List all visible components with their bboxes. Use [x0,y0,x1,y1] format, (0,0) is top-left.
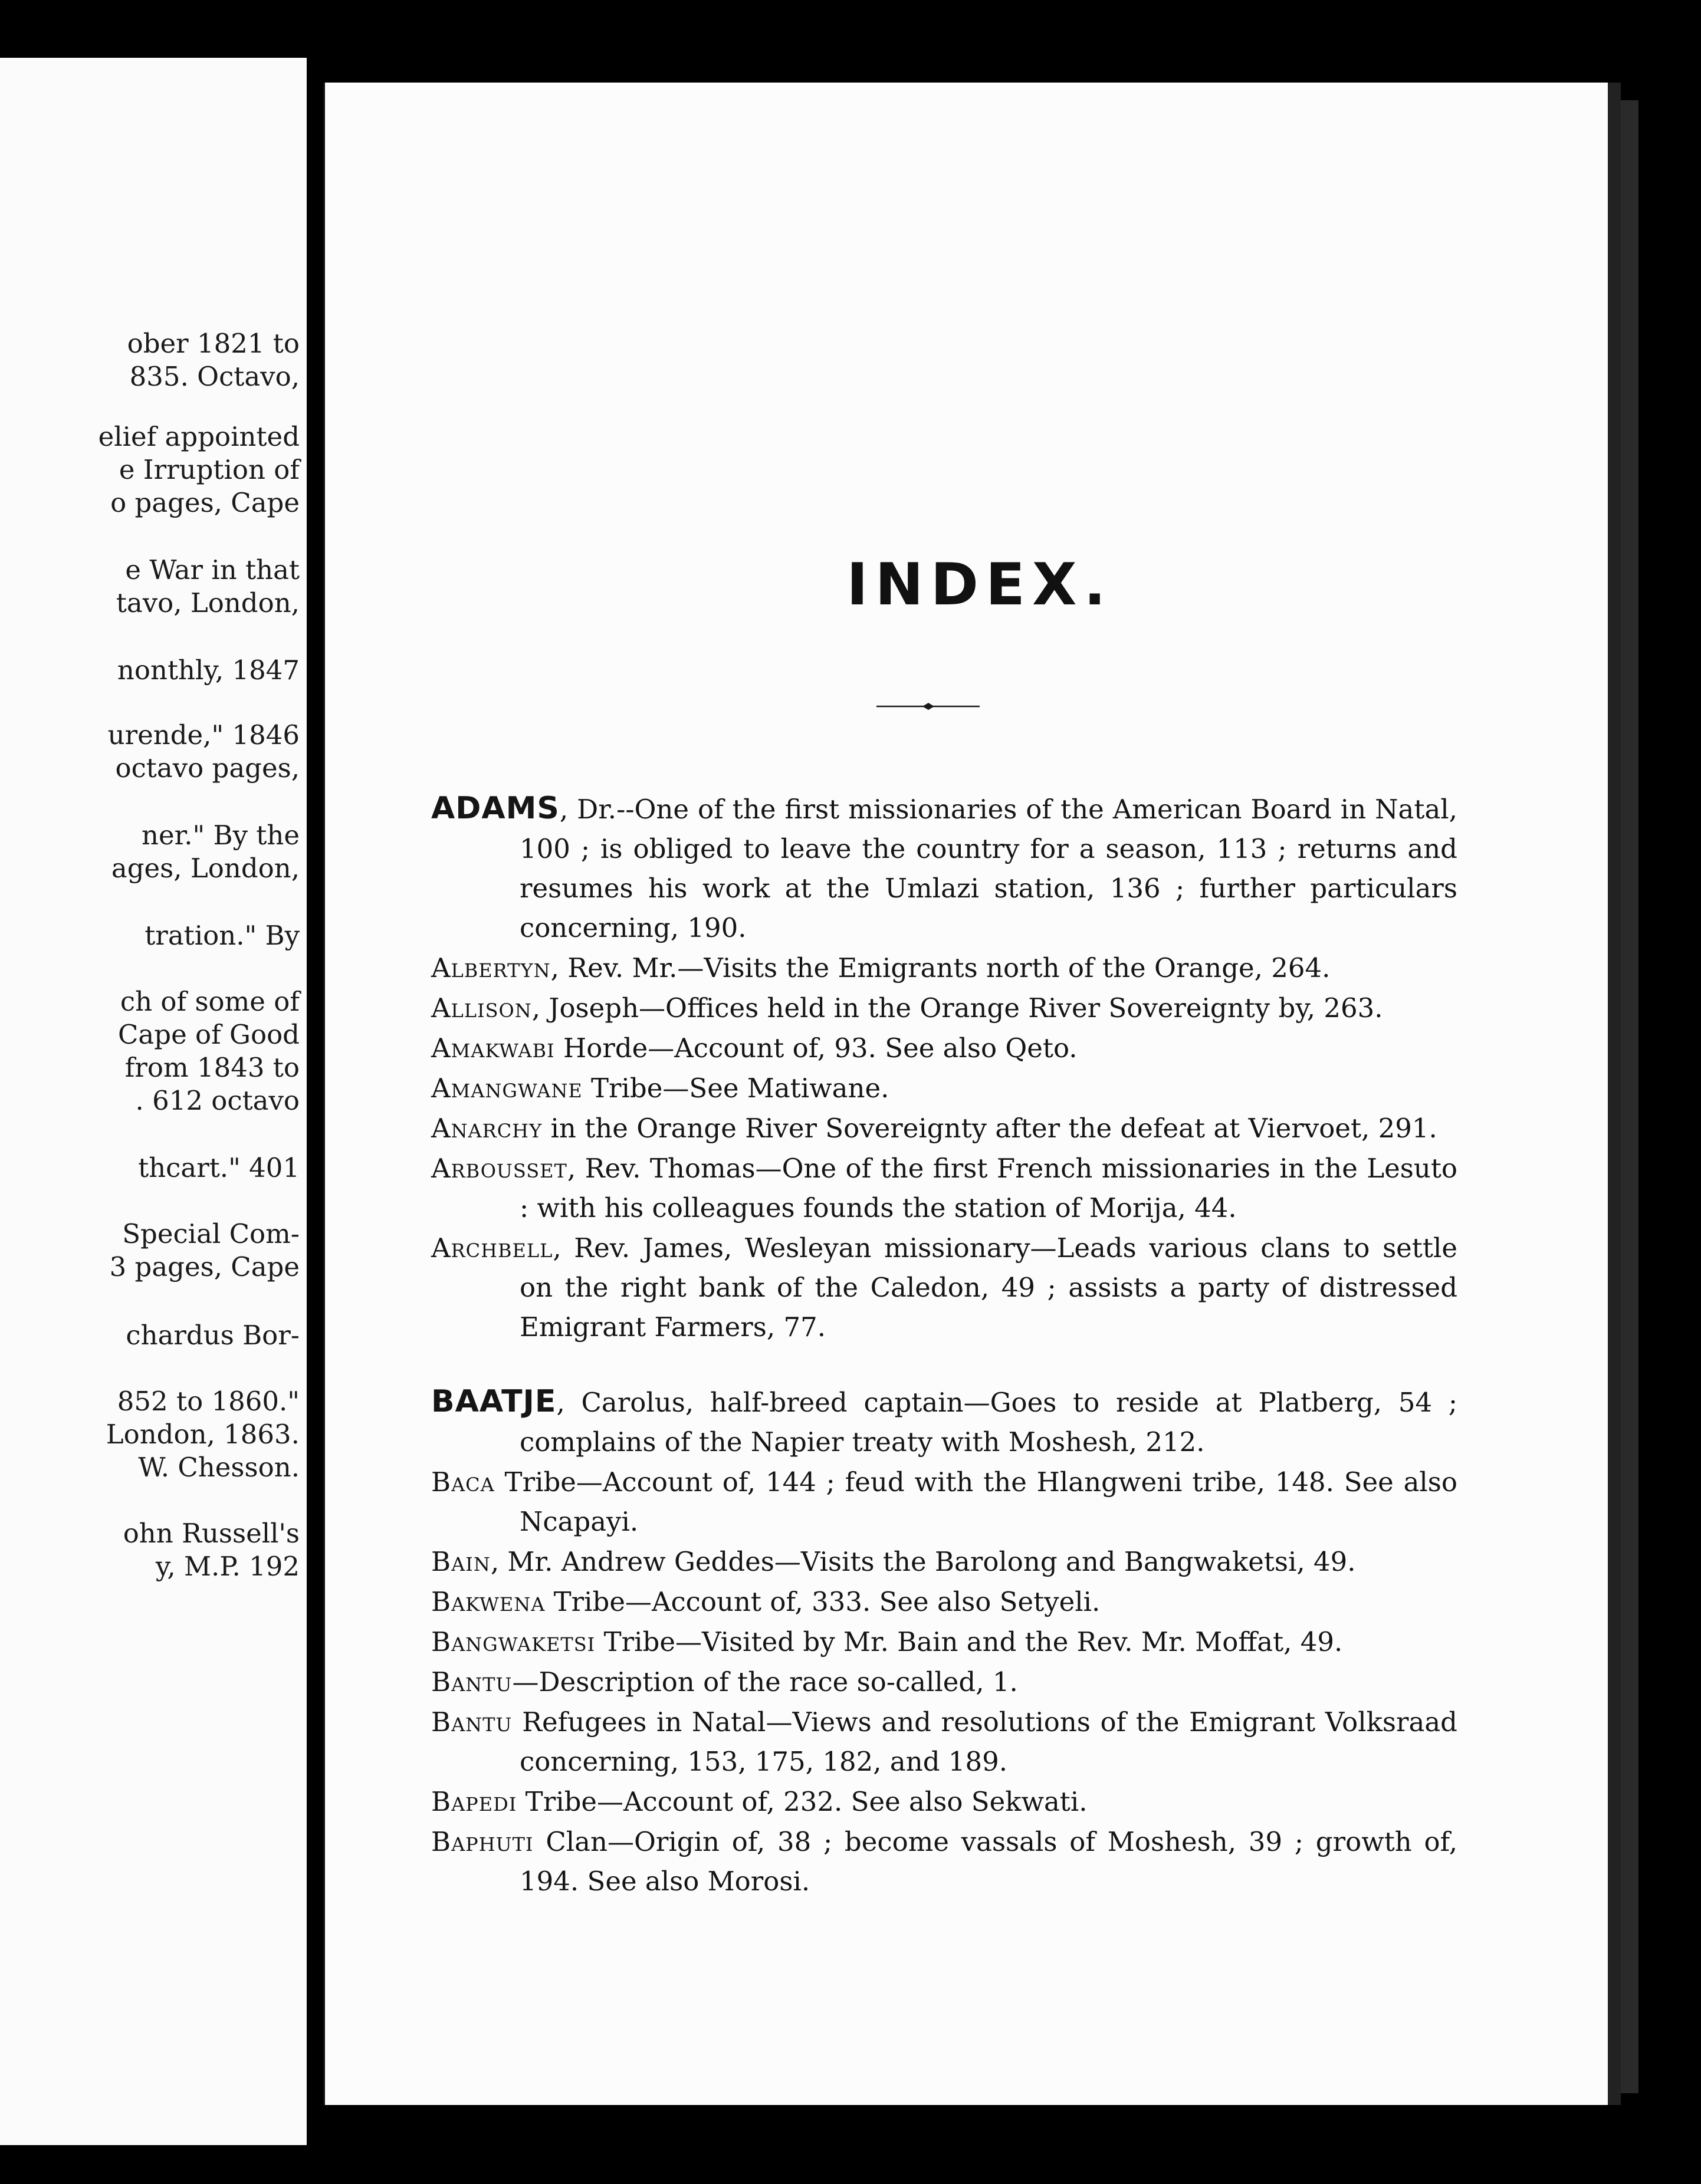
left-page-line: o pages, Cape [110,487,300,518]
entry-text: Tribe—Visited by Mr. Bain and the Rev. Mr. Moffat, 49. [595,1626,1343,1657]
index-entry [431,1702,1457,1781]
left-page-line: W. Chesson. [138,1452,300,1483]
entry-headword: Baphuti [431,1826,534,1857]
entry-headword: Amakwabi [431,1032,555,1064]
left-page-line: octavo pages, [115,752,300,784]
entry-headword: Bain [431,1546,491,1577]
left-page-line: 852 to 1860." [117,1386,300,1417]
index-page [323,83,1621,2105]
entry-headword: BAATJE [431,1384,557,1419]
entry-text: Clan—Origin of, 38 ; become vassals of Moshesh, 39 ; growth of, 194. See also Morosi. [520,1826,1457,1897]
left-page-line: Cape of Good [118,1019,300,1050]
left-page-line: ch of some of [120,986,300,1017]
index-entry [431,1028,1457,1068]
left-page-line: 835. Octavo, [129,361,300,392]
entry-text: —Description of the race so-called, 1. [512,1666,1018,1698]
entry-headword: Albertyn [431,952,551,984]
left-page-line: elief appointed [98,421,300,452]
left-page-line: y, M.P. 192 [155,1551,300,1582]
index-entry [431,1822,1457,1901]
left-page-line: e War in that [125,554,300,586]
entry-text: Tribe—See Matiwane. [582,1073,889,1104]
left-page-line: Special Com- [122,1218,300,1249]
entry-text: , Dr.--One of the first missionaries of the American Board in Natal, 100 ; is obliged to leave the country for a season, 113 ; returns and resumes his work at the Umlazi station, 136 ; further particulars concerning, 190. [520,794,1457,943]
entry-headword: Bantu [431,1706,513,1738]
entry-text: Refugees in Natal—Views and resolutions of the Emigrant Volksraad concerning, 153, 175, 182, and 189. [512,1706,1457,1777]
left-page-line: ages, London, [111,853,300,884]
book-gutter [307,0,323,2184]
page-title: INDEX. [846,551,1113,619]
entry-headword: Anarchy [431,1113,543,1144]
index-entry [431,1462,1457,1541]
entry-headword: Amangwane [431,1073,583,1104]
index-entry [431,1782,1457,1821]
entry-headword: Baca [431,1466,495,1498]
left-page-line: London, 1863. [106,1419,300,1450]
entry-text: , Rev. Mr.—Visits the Emigrants north of the Orange, 264. [550,952,1331,984]
index-entry [431,1622,1457,1662]
index-entries [431,789,1457,1902]
page-edge-shadow [1621,100,1638,2093]
left-page-line: urende," 1846 [107,719,300,751]
entry-headword: Arbousset [431,1153,567,1184]
entry-text: Horde—Account of, 93. See also Qeto. [554,1032,1078,1064]
left-page-line: tavo, London, [116,587,300,619]
left-page-line: thcart." 401 [138,1152,300,1183]
left-page-line: 3 pages, Cape [109,1251,300,1282]
index-entry [431,1662,1457,1702]
entry-text: , Mr. Andrew Geddes—Visits the Barolong and Bangwaketsi, 49. [490,1546,1356,1577]
left-page-line: e Irruption of [119,454,300,485]
index-entry [431,988,1457,1028]
index-entry [431,1149,1457,1228]
entry-headword: Bantu [431,1666,513,1698]
entry-text: , Carolus, half-breed captain—Goes to reside at Platberg, 54 ; complains of the Napier treaty with Moshesh, 212. [520,1387,1457,1458]
index-entry [431,1382,1457,1462]
entry-text: Tribe—Account of, 232. See also Sekwati. [517,1786,1088,1817]
left-page-line: . 612 octavo [135,1085,300,1116]
title-ornament-rule [876,700,980,712]
index-entry [431,1582,1457,1621]
left-facing-page [0,58,309,2145]
entry-headword: Bakwena [431,1586,546,1617]
entry-headword: Bangwaketsi [431,1626,596,1657]
entry-headword: Allison [431,992,532,1024]
entry-headword: ADAMS [431,791,560,826]
entry-text: , Rev. Thomas—One of the first French missionaries in the Lesuto : with his colleagues founds the station of Morija, 44. [520,1153,1457,1223]
index-entry [431,1228,1457,1347]
entry-headword: Bapedi [431,1786,517,1817]
entry-text: Tribe—Account of, 144 ; feud with the Hlangweni tribe, 148. See also Ncapayi. [494,1466,1457,1537]
left-page-line: tration." By [145,920,300,951]
left-page-line: ober 1821 to [127,328,300,359]
index-entry [431,1109,1457,1148]
entry-headword: Archbell [431,1232,553,1264]
left-page-line: nonthly, 1847 [117,654,300,686]
entry-text: , Rev. James, Wesleyan missionary—Leads various clans to settle on the right bank of the Caledon, 49 ; assists a party of distressed Emigrant Farmers, 77. [520,1232,1457,1343]
entry-text: , Joseph—Offices held in the Orange River Sovereignty by, 263. [531,992,1383,1024]
left-page-line: ner." By the [142,820,300,851]
left-page-line: ohn Russell's [123,1518,300,1549]
index-entry [431,1542,1457,1581]
entry-text: in the Orange River Sovereignty after the defeat at Viervoet, 291. [542,1113,1437,1144]
index-entry [431,948,1457,988]
index-entry [431,1068,1457,1108]
index-entry [431,789,1457,948]
entry-text: Tribe—Account of, 333. See also Setyeli. [545,1586,1101,1617]
left-page-line: chardus Bor- [126,1320,300,1351]
left-page-line: from 1843 to [124,1052,300,1083]
